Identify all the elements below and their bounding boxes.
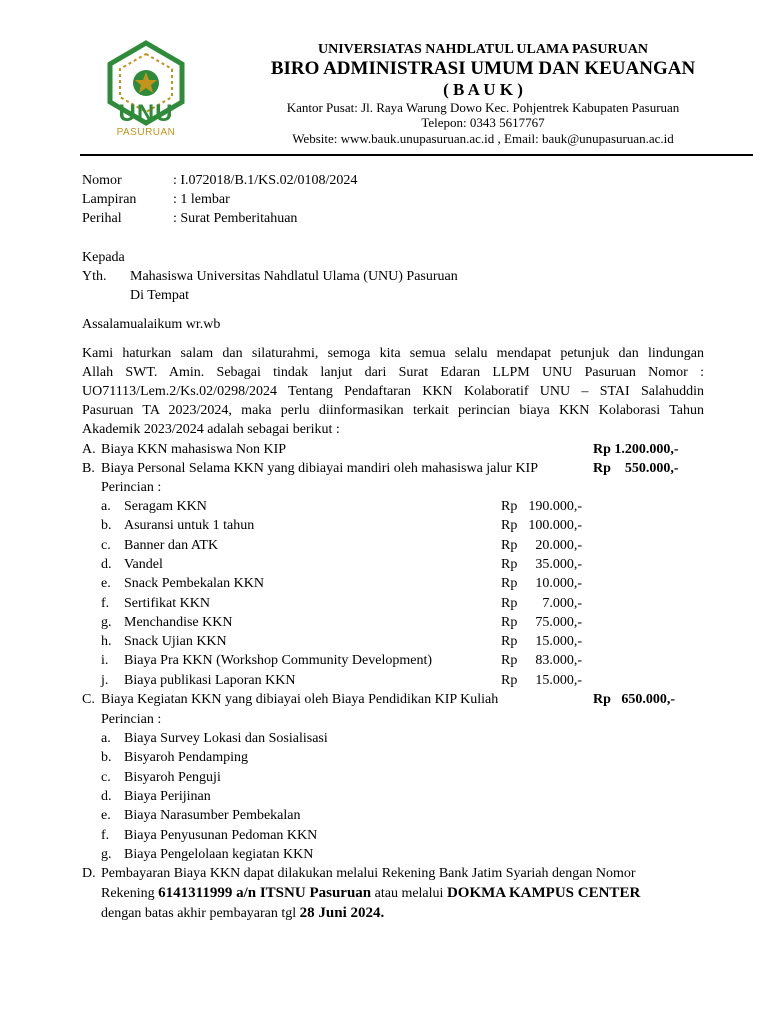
- cost-item-letter: g.: [101, 614, 112, 630]
- cost-item-amount: 100.000,-: [528, 518, 582, 534]
- meta-value-nomor: : I.072018/B.1/KS.02/0108/2024: [173, 173, 358, 188]
- body-line: Pasuruan TA 2023/2024, maka perlu diinformasikan terkait perincian biaya KKN Kolaborasi Tahun: [82, 403, 704, 418]
- cost-item-letter: i.: [101, 653, 109, 669]
- section-d-letter: D.: [82, 866, 96, 881]
- cost-item-label: Biaya Pra KKN (Workshop Community Development): [124, 653, 432, 669]
- university-name: UNIVERSIATAS NAHDLATUL ULAMA PASURUAN: [318, 42, 648, 57]
- cost-item-amount: 190.000,-: [528, 499, 582, 514]
- section-b-rincian: Perincian :: [101, 480, 162, 495]
- activity-item-letter: e.: [101, 808, 111, 824]
- cost-item-label: Snack Ujian KKN: [124, 634, 227, 650]
- meta-label-perihal: Perihal: [82, 211, 122, 226]
- activity-item-label: Bisyaroh Penguji: [124, 769, 221, 785]
- cost-item-label: Banner dan ATK: [124, 537, 219, 553]
- section-c-amount: Rp 650.000,-: [593, 692, 676, 707]
- activity-item-letter: a.: [101, 731, 111, 746]
- cost-item-label: Vandel: [124, 556, 163, 572]
- body-line: UO71113/Lem.2/Ks.02/0298/2024 Tentang Pendaftaran KKN Kolaboratif UNU – STAI Salahuddin: [82, 384, 704, 399]
- cost-item-letter: d.: [101, 556, 112, 572]
- section-c-letter: C.: [82, 692, 95, 707]
- cost-item-currency: Rp: [501, 595, 518, 611]
- section-c-text: Biaya Kegiatan KKN yang dibiayai oleh Biaya Pendidikan KIP Kuliah: [101, 692, 499, 707]
- section-d-line3: [101, 905, 384, 922]
- section-a-letter: A.: [82, 442, 96, 457]
- office-phone: Telepon: 0343 5617767: [421, 115, 545, 130]
- cost-item-currency: Rp: [501, 537, 518, 553]
- cost-item-letter: a.: [101, 499, 111, 514]
- activity-item-letter: b.: [101, 750, 112, 766]
- meta-value-perihal: : Surat Pemberitahuan: [173, 211, 298, 226]
- recipient-name: Mahasiswa Universitas Nahdlatul Ulama (UNU) Pasuruan: [130, 269, 458, 284]
- cost-item-currency: Rp: [501, 556, 518, 572]
- activity-item-label: Biaya Narasumber Pembekalan: [124, 808, 301, 824]
- cost-item-currency: Rp: [501, 518, 518, 534]
- body-line: Kami haturkan salam dan silaturahmi, semoga kita semua selalu mendapat petunjuk dan lindungan: [82, 346, 704, 361]
- cost-item-label: Menchandise KKN: [124, 614, 233, 630]
- activity-item-letter: d.: [101, 788, 112, 804]
- section-d-or-text: atau melalui: [371, 886, 447, 901]
- header-divider: [80, 154, 753, 156]
- greeting: Assalamualaikum wr.wb: [82, 317, 221, 332]
- cost-item-label: Snack Pembekalan KKN: [124, 576, 264, 592]
- cost-item-amount: 7.000,-: [542, 595, 582, 611]
- activity-item-letter: g.: [101, 846, 112, 862]
- body-line: Allah SWT. Amin. Sebagai tindak lanjut dari Surat Edaran LLPM UNU Pasuruan Nomor :: [82, 365, 704, 380]
- section-c-rincian: Perincian :: [101, 712, 162, 727]
- activity-item-label: Bisyaroh Pendamping: [124, 750, 249, 766]
- cost-item-label: Asuransi untuk 1 tahun: [124, 518, 255, 534]
- section-d-line1: Pembayaran Biaya KKN dapat dilakukan melalui Rekening Bank Jatim Syariah dengan Nomor: [101, 866, 636, 881]
- activity-item-label: Biaya Perijinan: [124, 788, 211, 804]
- section-d-line2: [101, 885, 640, 902]
- cost-item-letter: h.: [101, 634, 112, 650]
- cost-item-amount: 15.000,-: [535, 672, 582, 688]
- logo-subtext: PASURUAN: [116, 127, 176, 138]
- cost-item-letter: j.: [101, 672, 109, 688]
- cost-item-letter: e.: [101, 576, 111, 592]
- bureau-abbr: ( B A U K ): [443, 80, 523, 99]
- dokma-name: DOKMA KAMPUS CENTER: [446, 885, 641, 901]
- cost-item-currency: Rp: [501, 576, 518, 592]
- recipient-yth: Yth.: [82, 269, 107, 284]
- section-b-text: Biaya Personal Selama KKN yang dibiayai mandiri oleh mahasiswa jalur KIP: [101, 461, 539, 476]
- meta-value-lampiran: : 1 lembar: [173, 192, 230, 207]
- cost-item-label: Seragam KKN: [124, 499, 207, 514]
- cost-item-currency: Rp: [501, 672, 518, 688]
- bank-account-number: 6141311999 a/n ITSNU Pasuruan: [158, 885, 372, 901]
- activity-item-label: Biaya Penyusunan Pedoman KKN: [124, 827, 318, 843]
- recipient-kepada: Kepada: [82, 250, 125, 265]
- bureau-name: BIRO ADMINISTRASI UMUM DAN KEUANGAN: [270, 58, 696, 79]
- section-a-text: Biaya KKN mahasiswa Non KIP: [101, 442, 287, 457]
- cost-item-currency: Rp: [501, 614, 518, 630]
- section-a-amount: Rp 1.200.000,-: [593, 442, 679, 457]
- activity-item-letter: c.: [101, 769, 111, 785]
- section-b-letter: B.: [82, 461, 95, 476]
- meta-label-lampiran: Lampiran: [82, 192, 137, 207]
- cost-item-letter: b.: [101, 518, 112, 534]
- cost-item-amount: 10.000,-: [535, 576, 582, 592]
- body-line: Akademik 2023/2024 adalah sebagai berikut :: [82, 422, 340, 437]
- cost-item-amount: 35.000,-: [535, 556, 582, 572]
- activity-item-label: Biaya Pengelolaan kegiatan KKN: [124, 846, 314, 862]
- payment-deadline: 28 Juni 2024.: [299, 905, 385, 921]
- cost-item-letter: f.: [101, 595, 110, 611]
- cost-item-label: Sertifikat KKN: [124, 595, 210, 611]
- cost-item-currency: Rp: [501, 634, 518, 650]
- section-b-amount: Rp 550.000,-: [593, 461, 679, 476]
- deadline-label: dengan batas akhir pembayaran tgl: [101, 906, 300, 921]
- meta-label-nomor: Nomor: [82, 173, 122, 188]
- cost-item-label: Biaya publikasi Laporan KKN: [124, 672, 296, 688]
- recipient-place: Di Tempat: [130, 288, 190, 303]
- cost-item-letter: c.: [101, 537, 111, 553]
- cost-item-currency: Rp: [501, 653, 518, 669]
- office-address: Kantor Pusat: Jl. Raya Warung Dowo Kec. Pohjentrek Kabupaten Pasuruan: [286, 100, 680, 115]
- cost-item-amount: 15.000,-: [535, 634, 582, 650]
- cost-item-amount: 83.000,-: [535, 653, 582, 669]
- cost-item-amount: 75.000,-: [535, 614, 582, 630]
- logo-text: UNU: [118, 100, 174, 127]
- cost-item-amount: 20.000,-: [535, 537, 582, 553]
- activity-item-label: Biaya Survey Lokasi dan Sosialisasi: [124, 731, 328, 746]
- activity-item-letter: f.: [101, 827, 110, 843]
- cost-item-currency: Rp: [501, 499, 518, 514]
- section-d-rekening-label: Rekening: [101, 886, 159, 901]
- office-web-email: Website: www.bauk.unupasuruan.ac.id , Email: bauk@unupasuruan.ac.id: [292, 131, 674, 146]
